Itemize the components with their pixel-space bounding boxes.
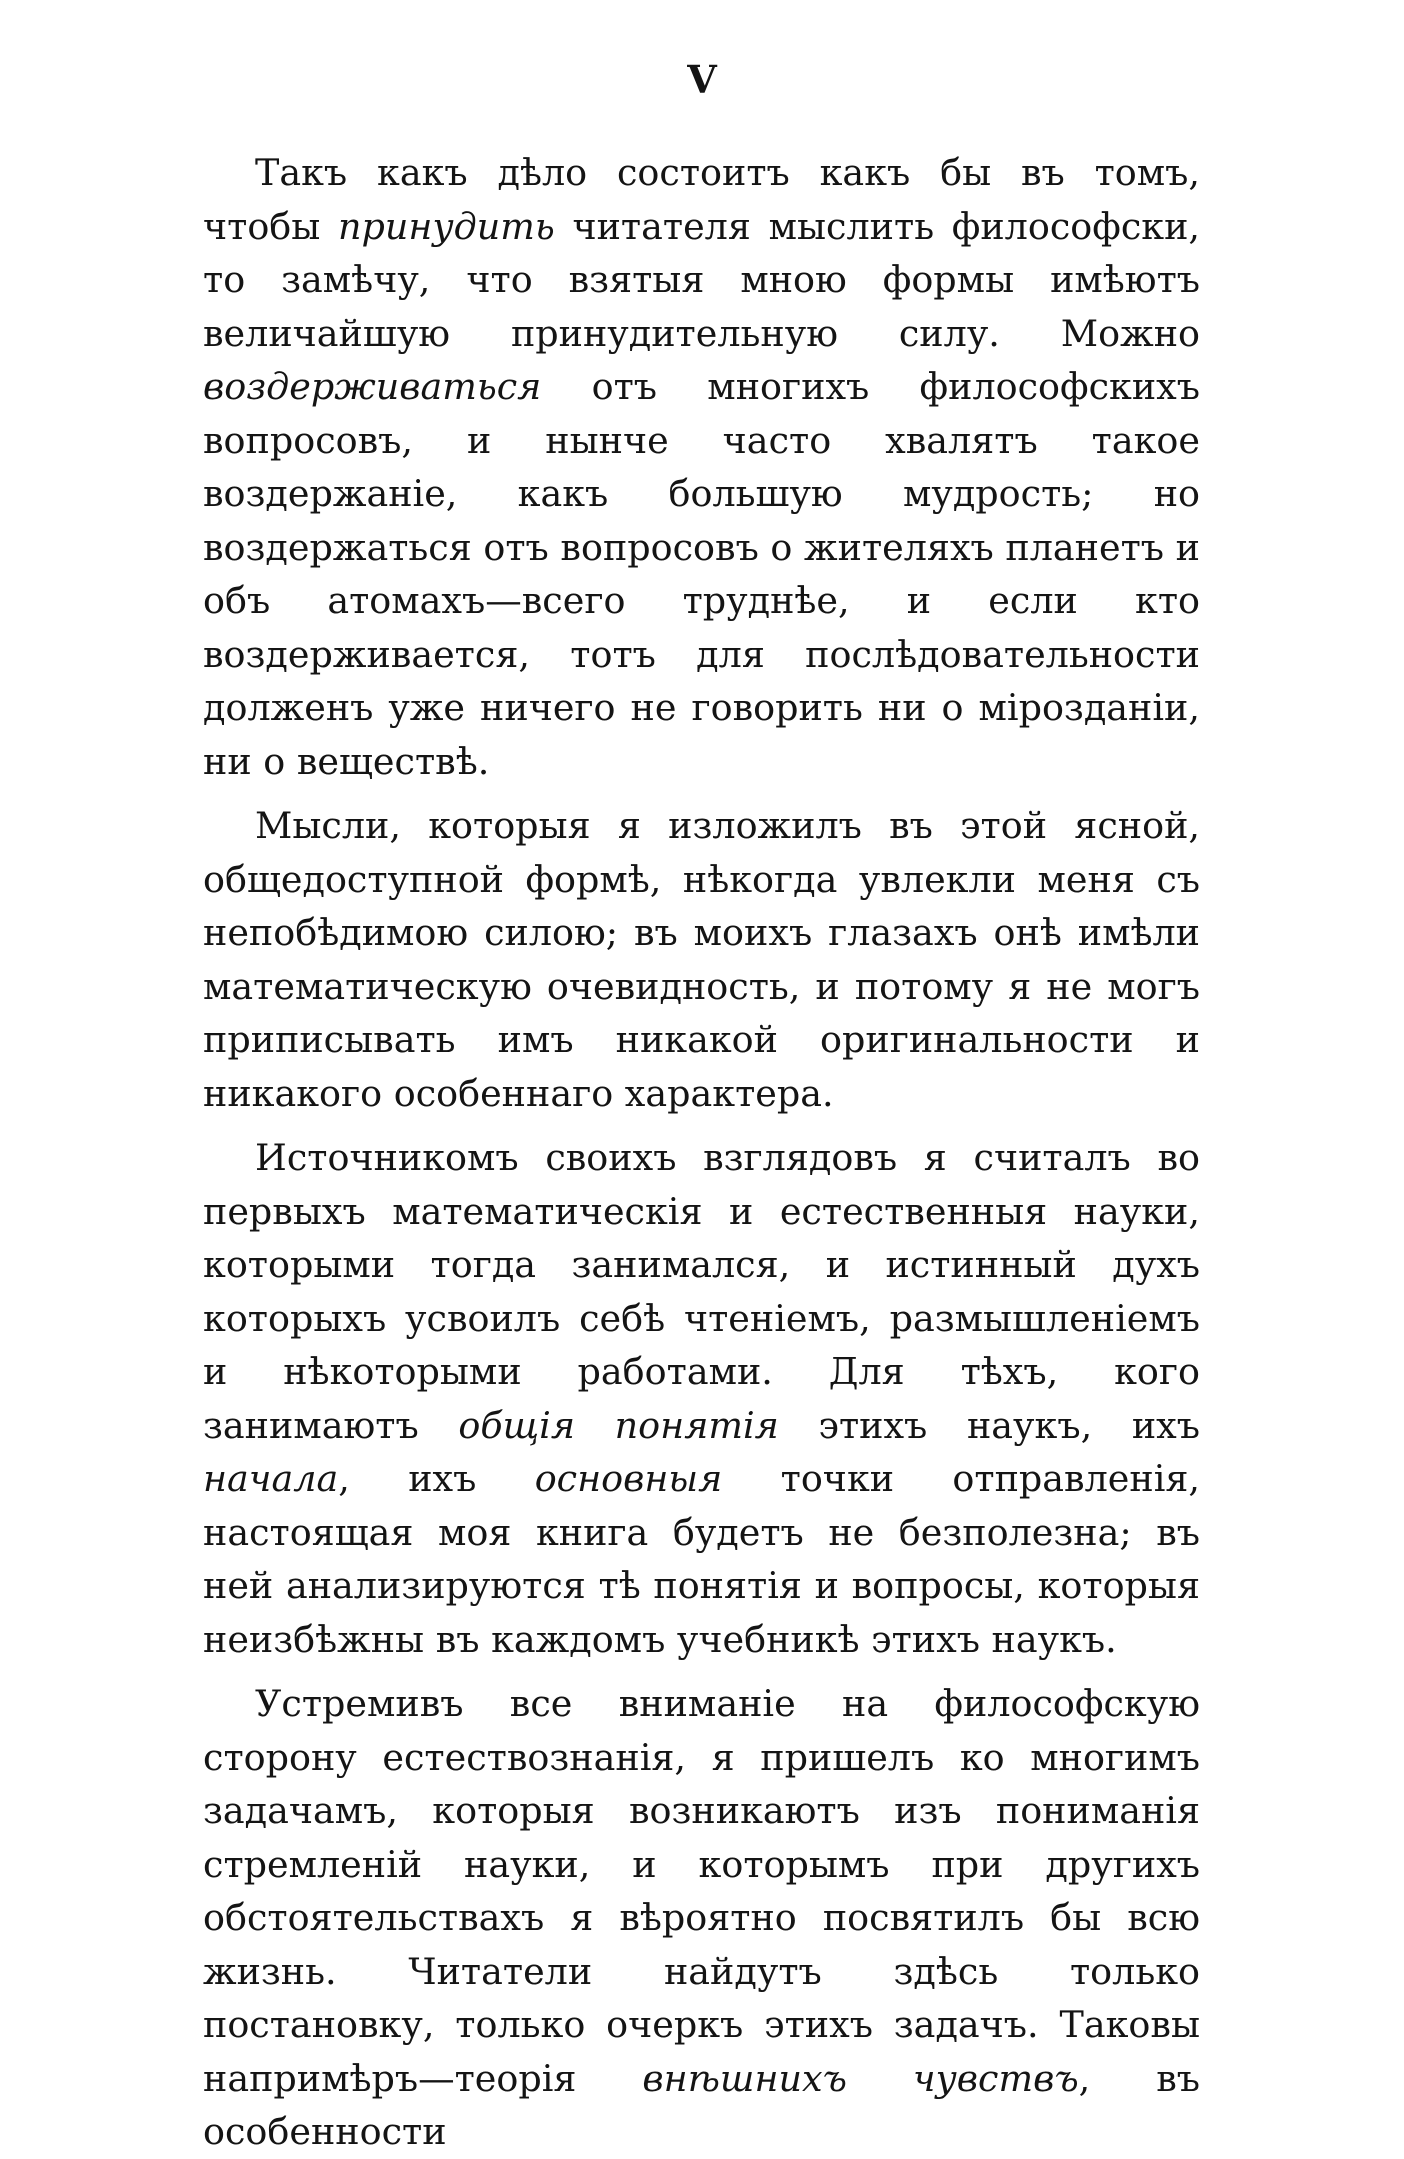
page-number: V (687, 57, 717, 102)
italic-phrase: общія понятія (458, 1403, 779, 1447)
text-run: Устремивъ все вниманіе на философскую сторону естествознанія, я пришелъ ко многимъ задачамъ, которыя возникаютъ изъ пониманія стремленій науки, и которымъ при другихъ обстоятельствахъ я вѣроятно посвятилъ бы всю жизнь. Читатели найдутъ здѣсь только постановку, только очеркъ этихъ задачъ. Таковы напримѣръ—теорія (203, 1682, 1200, 2100)
paragraph (203, 1677, 1200, 2159)
paragraph (203, 1131, 1200, 1666)
text-run: , въ особенности (203, 2056, 1200, 2153)
text-run: читателя мыслить философски, то замѣчу, что взятыя мною формы имѣютъ величайшую принудительную силу. Можно (203, 204, 1200, 355)
paragraph (203, 146, 1200, 788)
text-run: Мысли, которыя я изложилъ въ этой ясной, общедоступной формѣ, нѣкогда увлекли меня съ непобѣдимою силою; въ моихъ глазахъ онѣ имѣли математическую очевидность, и потому я не могъ приписывать имъ никакой оригинальности и никакого особеннаго характера. (203, 804, 1200, 1115)
text-run: Такъ какъ дѣло состоитъ какъ бы въ томъ, чтобы (203, 151, 1200, 248)
italic-phrase: внѣшнихъ чувствъ (642, 2056, 1079, 2100)
italic-phrase: начала (203, 1457, 339, 1500)
text-run: этихъ наукъ, ихъ (778, 1403, 1200, 1447)
italic-phrase: воздерживаться (203, 365, 542, 408)
text-run: точки отправленія, настоящая моя книга будетъ не безполезна; въ ней анализируются тѣ понятія и вопросы, которыя неизбѣжны въ каждомъ учебникѣ этихъ наукъ. (203, 1457, 1200, 1661)
body-text (203, 146, 1200, 2159)
italic-phrase: основныя (534, 1457, 723, 1500)
paragraph (203, 799, 1200, 1120)
text-run: Источникомъ своихъ взглядовъ я считалъ во первыхъ математическія и естественныя науки, которыми тогда занимался, и истинный духъ которыхъ усвоилъ себѣ чтеніемъ, размышленіемъ и нѣкоторыми работами. Для тѣхъ, кого занимаютъ (203, 1136, 1200, 1447)
text-run: , ихъ (338, 1457, 535, 1500)
italic-phrase: принудить (338, 204, 555, 248)
text-run: отъ многихъ философскихъ вопросовъ, и нынче часто хвалятъ такое воздержаніе, какъ большую мудрость; но воздержаться отъ вопросовъ о жителяхъ планетъ и объ атомахъ—всего труднѣе, и если кто воздерживается, тотъ для послѣдовательности долженъ уже ничего не говорить ни о мірозданіи, ни о веществѣ. (203, 365, 1200, 783)
